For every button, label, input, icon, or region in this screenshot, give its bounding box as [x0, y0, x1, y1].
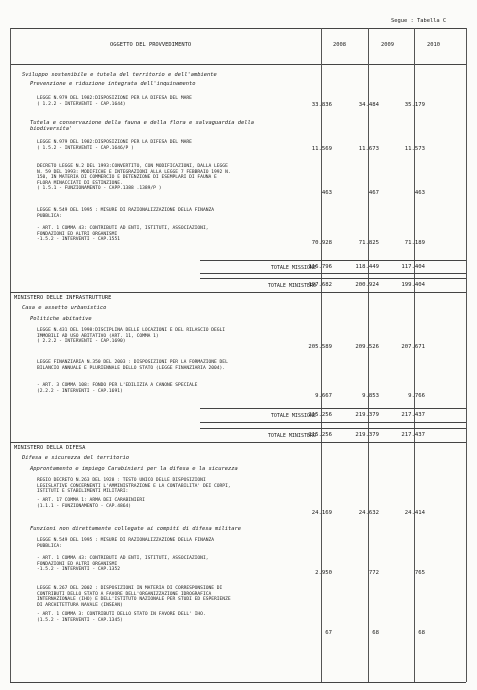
provision-detail: - ART. 3 COMMA 108: FONDO PER L'EDILIZIA A CANONE SPECIALE (2.2.2 - INTERVENTI - CAP.1691) [37, 383, 198, 394]
total-2009: 200.924 [355, 282, 379, 288]
provision-text: LEGGE N.267 DEL 2002 : DISPOSIZIONI IN MATERIA DI CORRESPONSIONE DI CONTRIBUTI DELLO STATO A FAVORE DELL'ORGANIZZAZIONE IDROGRAFICA INTERNAZIONALE (IHO) E DELL'ISTITUTO NAZIONALE PER STUDI ED ESPERIENZE DI ARCHITETTURA NAVALE (INSEAN) [37, 586, 231, 608]
total-2009: 118.449 [355, 264, 379, 270]
cell-2008: 24.169 [311, 510, 332, 516]
cell-2008: 33.836 [311, 102, 332, 108]
cell-2009: 24.632 [358, 510, 379, 516]
total-2010: 117.404 [401, 264, 425, 270]
program-title: Politiche abitative [30, 316, 92, 322]
total-2008: 197.682 [308, 282, 332, 288]
provision-text: LEGGE N.549 DEL 1995 : MISURE DI RAZIONALIZZAZIONE DELLA FINANZA PUBBLICA: [37, 208, 215, 219]
ministry-title: MINISTERO DELLA DIFESA [14, 445, 86, 451]
cell-2008: 67 [325, 630, 332, 636]
cell-2008: 11.569 [311, 146, 332, 152]
cell-2009: 68 [372, 630, 379, 636]
cell-2010: 463 [414, 190, 425, 196]
cell-2010: 207.671 [401, 344, 425, 350]
total-mission-label: TOTALE MISSIONE [270, 413, 316, 419]
total-rule [200, 408, 466, 409]
cell-2010: 68 [418, 630, 425, 636]
column-header-2009: 2009 [381, 42, 394, 48]
mission-title: Casa e assetto urbanistico [22, 305, 107, 311]
provision-detail: - ART. 1 COMMA 3: CONTRIBUTI DELLO STATO IN FAVORE DELL' IHO. (1.5.2 - INTERVENTI - CAP.1345) [37, 612, 206, 623]
provision-text: LEGGE N.431 DEL 1998:DISCIPLINA DELLE LOCAZIONI E DEL RILASCIO DEGLI IMMOBILI AD USO ABITATIVO (ART. 11, COMMA 1) ( 2.2.2 - INTERVENTI - CAP.1690) [37, 328, 226, 345]
cell-2010: 11.573 [404, 146, 425, 152]
column-header-2008: 2008 [333, 42, 346, 48]
cell-2008: 2.950 [315, 570, 332, 576]
total-ministry-label: TOTALE MINISTERO [267, 433, 316, 439]
top-rule [10, 28, 466, 29]
total-2009: 219.379 [355, 412, 379, 418]
cell-2010: 9.766 [408, 393, 425, 399]
col-divider-2 [368, 28, 369, 682]
provision-detail: - ART. 1 COMMA 43: CONTRIBUTI AD ENTI, ISTITUTI, ASSOCIAZIONI, FONDAZIONI ED ALTRI ORGANISMI -1.5.2 - INTERVENTI - CAP.1551 [37, 226, 209, 243]
section-rule [10, 442, 466, 443]
column-header-2010: 2010 [427, 42, 440, 48]
total-2009: 219.379 [355, 432, 379, 438]
cell-2010: 765 [414, 570, 425, 576]
provision-text: LEGGE N.979 DEL 1982:DISPOSIZIONI PER LA DIFESA DEL MARE ( 1.5.2 - INTERVENTI - CAP.1646/P ) [37, 140, 192, 151]
cell-2009: 71.825 [358, 240, 379, 246]
cell-2009: 467 [368, 190, 379, 196]
program-title: Prevenzione e riduzione integrata dell'inquinamento [30, 81, 196, 87]
cell-2009: 9.853 [362, 393, 379, 399]
left-border [10, 28, 11, 682]
cell-2008: 463 [321, 190, 332, 196]
total-rule [200, 428, 466, 429]
cell-2008: 70.928 [311, 240, 332, 246]
mission-title: Difesa e sicurezza del territorio [22, 455, 130, 461]
cell-2008: 9.667 [315, 393, 332, 399]
column-header-object: OGGETTO DEL PROVVEDIMENTO [110, 42, 192, 48]
total-2008: 116.796 [308, 264, 332, 270]
cell-2009: 772 [368, 570, 379, 576]
total-ministry-label: TOTALE MINISTERO [267, 283, 316, 289]
total-rule [200, 273, 466, 274]
mission-title: Sviluppo sostenibile e tutela del territorio e dell'ambiente [22, 72, 217, 78]
section-rule [10, 292, 466, 293]
total-2008: 215.256 [308, 412, 332, 418]
col-divider-3 [414, 28, 415, 682]
col-divider-1 [321, 28, 322, 682]
provision-detail: - ART. 1 COMMA 43: CONTRIBUTI AD ENTI, ISTITUTI, ASSOCIAZIONI, FONDAZIONI ED ALTRI ORGANISMI -1.5.2 - INTERVENTI - CAP.1352 [37, 556, 209, 573]
provision-text: LEGGE FINANZIARIA N.350 DEL 2003 : DISPOSIZIONI PER LA FORMAZIONE DEL BILANCIO ANNUALE E PLURIENNALE DELLO STATO (LEGGE FINANZIARIA 2004). [37, 360, 228, 371]
cell-2009: 209.526 [355, 344, 379, 350]
total-rule [200, 260, 466, 261]
provision-text: DECRETO LEGGE N.2 DEL 1993:CONVERTITO, CON MODIFICAZIONI, DALLA LEGGE N. 59 DEL 1993: MODIFICHE E INTEGRAZIONI ALLA LEGGE 7 FEBBRAIO 1992 N. 150, IN MATERIA DI COMMERCIO E DETENZIONE DI ESEMPLARI DI FAUNA E FLORA MINACCIATI DI ESTINZIONE. ( 1.5.1 - FUNZIONAMENTO - CAPP.1388 .1389/P ) [37, 164, 231, 192]
table-continuation-label: Segue : Tabella C [391, 18, 447, 24]
provision-text: LEGGE N.549 DEL 1995 : MISURE DI RAZIONALIZZAZIONE DELLA FINANZA PUBBLICA: [37, 538, 215, 549]
cell-2010: 35.179 [404, 102, 425, 108]
total-2010: 199.404 [401, 282, 425, 288]
program-title: Tutela e conservazione della fauna e della flora e salvaguardia della biodiversita' [30, 120, 254, 133]
header-rule [10, 64, 466, 65]
provision-text: REGIO DECRETO N.263 DEL 1928 : TESTO UNICO DELLE DISPOSIZIONI LEGISLATIVE CONCERNENTI L'AMMINISTRAZIONE E LA CONTABILITA' DEI CORPI, ISTITUTI E STABILIMENTI MILITARI: [37, 478, 231, 495]
ministry-title: MINISTERO DELLE INFRASTRUTTURE [14, 295, 112, 301]
program-title: Funzioni non direttamente collegate ai compiti di difesa militare [30, 526, 241, 532]
cell-2010: 71.189 [404, 240, 425, 246]
total-2008: 215.256 [308, 432, 332, 438]
provision-detail: - ART. 17 COMMA 1: ARMA DEI CARABINIERI (1.1.1 - FUNZIONAMENTO - CAP.4864) [37, 498, 145, 509]
provision-text: LEGGE N.979 DEL 1982:DISPOSIZIONI PER LA DIFESA DEL MARE ( 1.2.2 - INTERVENTI - CAP.1644) [37, 96, 192, 107]
cell-2010: 24.414 [404, 510, 425, 516]
cell-2009: 11.673 [358, 146, 379, 152]
total-mission-label: TOTALE MISSIONE [270, 265, 316, 271]
bottom-rule [10, 682, 466, 683]
cell-2009: 34.484 [358, 102, 379, 108]
total-2010: 217.437 [401, 412, 425, 418]
right-border [466, 28, 467, 682]
total-2010: 217.437 [401, 432, 425, 438]
cell-2008: 205.589 [308, 344, 332, 350]
total-rule [200, 422, 466, 423]
total-rule [200, 278, 466, 279]
program-title: Approntamento e impiego Carabinieri per la difesa e la sicurezza [30, 466, 238, 472]
